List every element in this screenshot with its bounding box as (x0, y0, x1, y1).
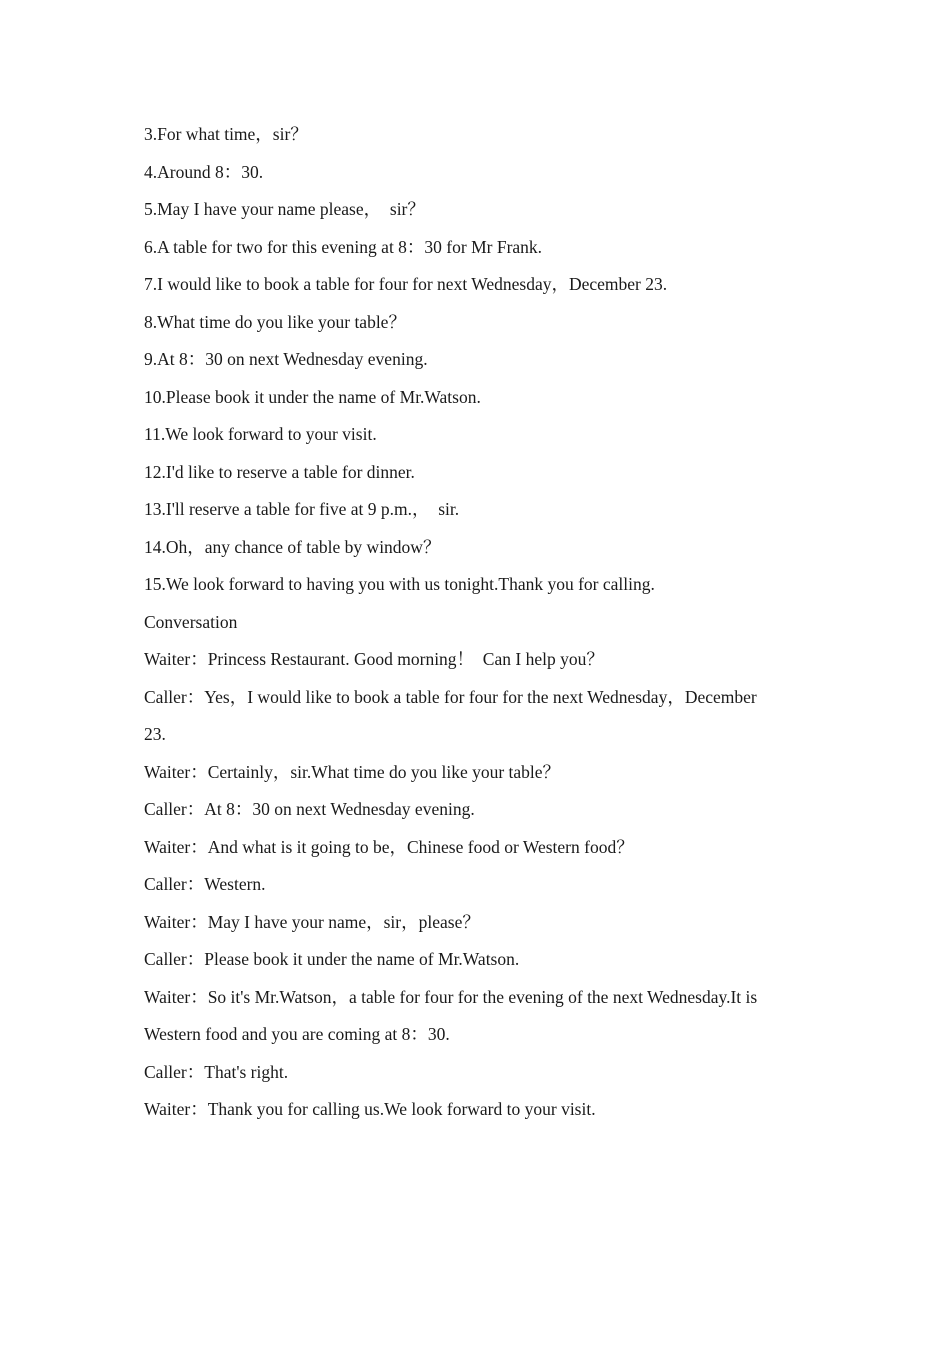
dialogue-line: Caller：Western. (144, 874, 266, 894)
question-7: 7.I would like to book a table for four for next Wednesday，December 23. (144, 274, 668, 294)
dialogue-line: Waiter：So it's Mr.Watson，a table for four for the evening of the next Wednesday.It is (144, 986, 758, 1007)
section-heading: Conversation (144, 611, 238, 632)
dialogue-line: Waiter：May I have your name，sir，please？ (144, 911, 480, 932)
question-8: 8.What time do you like your table？ (144, 311, 406, 332)
dialogue-line: Waiter：And what is it going to be，Chinese food or Western food？ (144, 836, 634, 857)
dialogue-line: Caller：At 8：30 on next Wednesday evening. (144, 799, 475, 819)
dialogue-line-continued: Western food and you are coming at 8：30. (144, 1024, 450, 1044)
question-4: 4.Around 8：30. (144, 161, 264, 182)
question-10: 10.Please book it under the name of Mr.Watson. (144, 386, 481, 407)
dialogue-line: Caller：That's right. (144, 1061, 289, 1082)
dialogue-line: Waiter：Princess Restaurant. Good morning！ Can I help you？ (144, 649, 604, 669)
question-5: 5.May I have your name please， sir？ (144, 199, 425, 219)
dialogue-line: Waiter：Certainly，sir.What time do you like your table？ (144, 761, 561, 782)
dialogue-line: Waiter：Thank you for calling us.We look forward to your visit. (144, 1099, 596, 1119)
document-body (144, 120, 824, 1133)
question-13: 13.I'll reserve a table for five at 9 p.m.， sir. (144, 499, 460, 519)
question-15: 15.We look forward to having you with us tonight.Thank you for calling. (144, 574, 655, 594)
question-12: 12.I'd like to reserve a table for dinner. (144, 461, 415, 482)
question-3: 3.For what time，sir？ (144, 124, 308, 144)
question-11: 11.We look forward to your visit. (144, 424, 377, 444)
dialogue-line-continued: 23. (144, 724, 166, 744)
question-14: 14.Oh，any chance of table by window？ (144, 536, 441, 557)
dialogue-line: Caller：Yes，I would like to book a table for four for the next Wednesday，December (144, 686, 757, 707)
dialogue-line: Caller：Please book it under the name of Mr.Watson. (144, 949, 520, 969)
question-9: 9.At 8：30 on next Wednesday evening. (144, 349, 428, 369)
question-6: 6.A table for two for this evening at 8：30 for Mr Frank. (144, 236, 543, 257)
